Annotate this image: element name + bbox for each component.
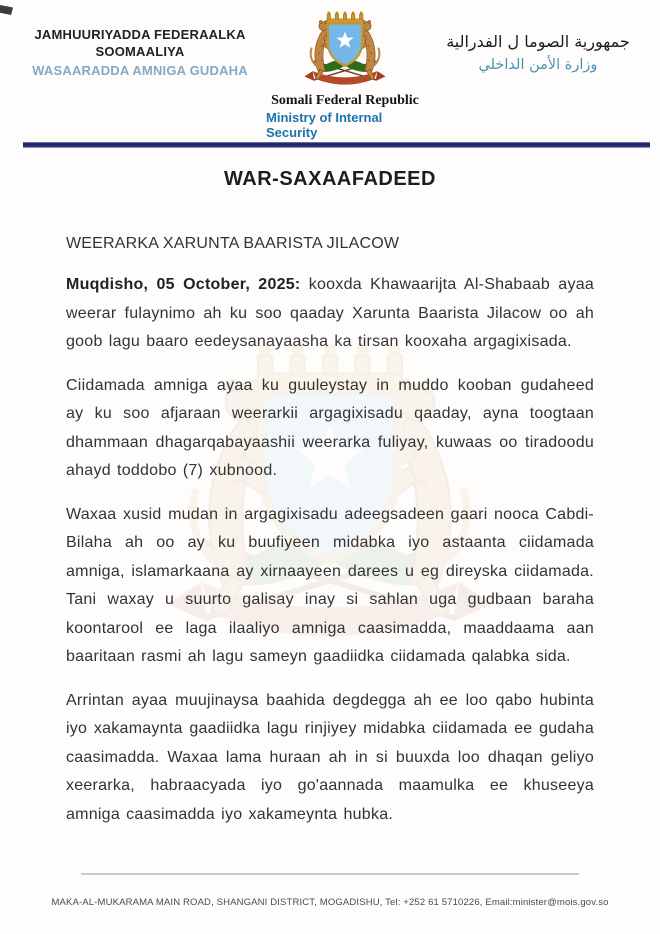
press-release-body (0, 271, 660, 829)
ministry-name-english: Ministry of Internal Security (266, 110, 383, 140)
country-name-somali-line2: SOOMAALIYA (95, 44, 185, 59)
country-name-somali-line1: JAMHUURIYADDA FEDERAALKA (34, 27, 246, 42)
somalia-coat-of-arms (300, 8, 390, 91)
press-release-title: WAR-SAXAAFADEED (224, 168, 436, 190)
body-paragraph-1 (66, 271, 594, 357)
letterhead (0, 0, 660, 140)
letterhead-somali-block (0, 0, 266, 140)
letterhead-arabic-block (424, 0, 660, 140)
paragraph-1-text: kooxda Khawaarijta Al-Shabaab ayaa weerar fulaynimo ah ku soo qaaday Xarunta Baarista Jilacow oo ah goob lagu baaro eedeysanayaasha ka tirsan kooxaha argagixisada. (66, 276, 595, 350)
country-name-english: Somali Federal Republic (271, 93, 419, 108)
letterhead-emblem-block (266, 0, 424, 140)
footer-address: MAKA-AL-MUKARAMA MAIN ROAD, SHANGANI DISTRICT, MOGADISHU, Tel: +252 61 5710226, Email:minister@mois.gov.so (51, 897, 609, 908)
body-paragraph-4: Arrintan ayaa muujinaysa baahida degdegga ah ee loo qabo hubinta iyo xakamaynta gaadiidka lagu rinjiyey midabka ciidamada ee gudaha caasimadda. Waxaa lama huraan ah in si buuxda loo dhaqan geliyo xeerarka, habraacyada iyo go'aannada maamulka ee khuseeya amniga caasimadda iyo xakameynta hubka. (66, 691, 594, 823)
body-paragraph-2: Ciidamada amniga ayaa ku guuleystay in muddo kooban gudaheed ay ku soo afjaraan weerarkii argagixisadu qaaday, ayna toogtaan dhammaan dhagarqabayaashii weerarka fuliyay, kuwaas oo tiradoodu ahayd toddobo (7) xubnood. (66, 376, 594, 479)
page-footer (0, 873, 660, 934)
footer-divider-rule (81, 873, 579, 875)
ministry-name-somali: WASAARADDA AMNIGA GUDAHA (32, 63, 248, 78)
dateline: Muqdisho, 05 October, 2025: (66, 276, 301, 293)
ministry-name-arabic: وزارة الأمن الداخلي (478, 57, 598, 73)
country-name-arabic: جمهورية الصوما ل الفدرالية (446, 32, 630, 51)
body-paragraph-3: Waxaa xusid mudan in argagixisadu adeegsadeen gaari nooca Cabdi-Bilaha ah oo ay ku buufiyeen midabka iyo astaanta ciidamada amniga, islamarkaana ay xirnaayeen darees u eg direyska ciidamada. Tani waxay u suurto galisay inay si sahlan uga gudbaan baraha koontarool ee laga ilaaliyo amniga caasimadda, maaddaama aan baaritaan rasmi ah lagu sameyn gaadiidka ciidamada qalabka sida. (66, 505, 594, 665)
subject-line: WEERARKA XARUNTA BAARISTA JILACOW (66, 235, 400, 252)
header-divider-rule (23, 142, 650, 148)
